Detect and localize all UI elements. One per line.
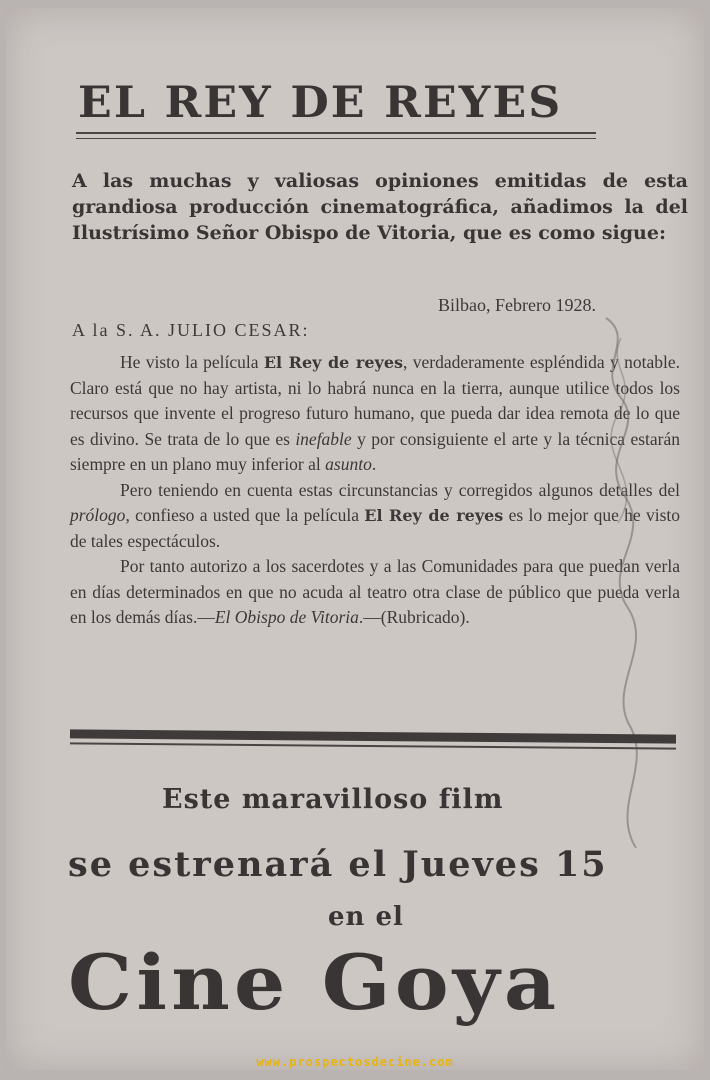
watermark-link[interactable]: www.prospectosdecine.com bbox=[256, 1055, 454, 1069]
letter-paragraph-1: He visto la película El Rey de reyes, verdaderamente espléndida y notable. Claro está que no hay artista, ni lo habrá nunca en la tierra, aunque utilice todos los recursos que invente el progreso futuro humano, que pueda dar idea remota de lo que es divino. Se trata de lo que es inefable y por consiguiente el arte y la técnica estarán siempre en un plano muy inferior al asunto. bbox=[70, 352, 680, 474]
title-rule-lower bbox=[76, 138, 596, 139]
letter-paragraph-2: Pero teniendo en cuenta estas circunstancias y corregidos algunos detalles del prólogo, confieso a usted que la película El Rey de reyes es lo mejor que he visto de tales espectáculos. bbox=[70, 479, 681, 551]
handwritten-signature bbox=[566, 308, 666, 868]
letter-paragraph-3: Por tanto autorizo a los sacerdotes y a las Comunidades para que puedan verla en días determinados en que no acuda al teatro otra clase de público que pueda verla en los demás días.—El Obispo de Vitoria.—(Rubricado). bbox=[70, 556, 680, 627]
intro-paragraph: A las muchas y valiosas opiniones emitidas de esta grandiosa producción cinematográfica, añadimos la del Ilustrísimo Señor Obispo de Vitoria, que es como sigue: bbox=[72, 170, 688, 244]
announcement-line-1: Este maravilloso film bbox=[162, 784, 504, 815]
letter-place-date: Bilbao, Febrero 1928. bbox=[438, 295, 596, 315]
announcement-line-2: se estrenará el Jueves 15 bbox=[68, 844, 608, 885]
page-title: EL REY DE REYES bbox=[78, 78, 563, 128]
announcement-line-3: en el bbox=[328, 902, 404, 932]
title-rule-upper bbox=[76, 132, 596, 134]
letter-salutation: A la S. A. JULIO CESAR: bbox=[72, 320, 310, 340]
handbill bbox=[6, 8, 704, 1070]
cinema-name: Cine Goya bbox=[68, 938, 561, 1027]
